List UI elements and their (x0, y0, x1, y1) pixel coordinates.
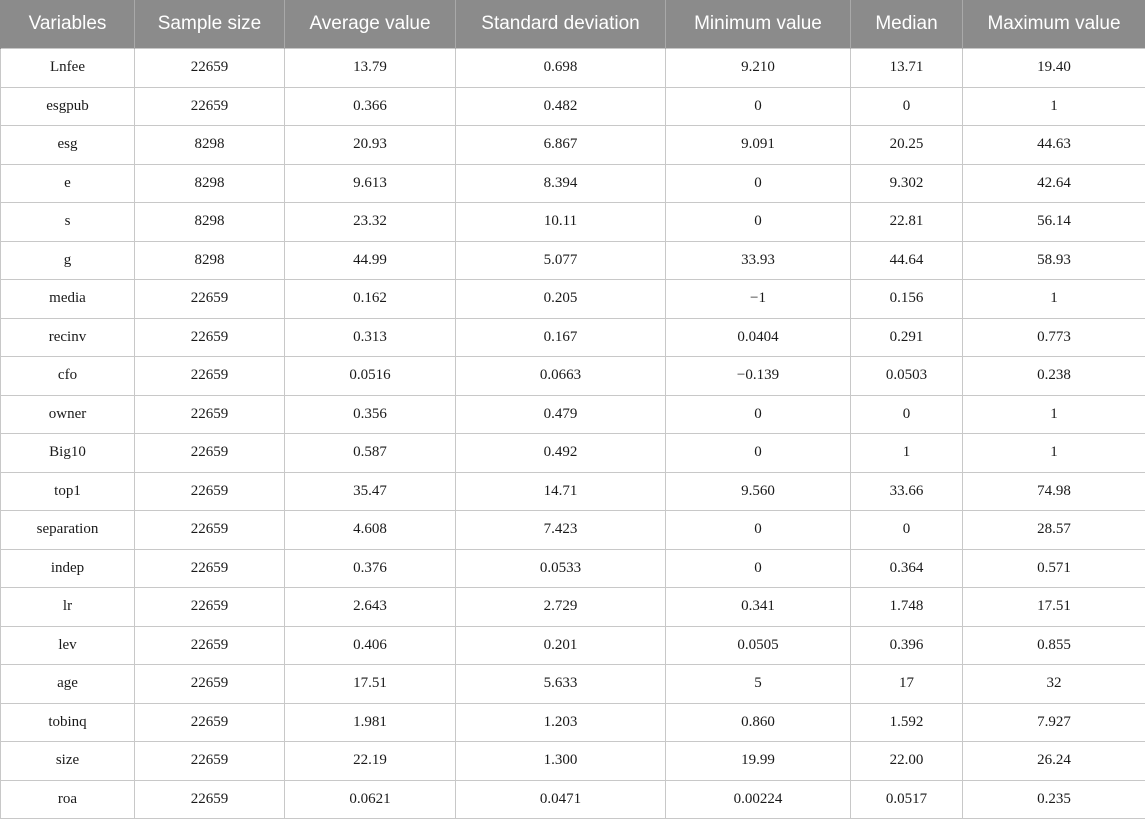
cell-maximum-value: 19.40 (963, 49, 1145, 88)
cell-maximum-value: 74.98 (963, 472, 1145, 511)
cell-maximum-value: 0.235 (963, 780, 1145, 819)
cell-average-value: 0.313 (285, 318, 456, 357)
cell-variable: recinv (1, 318, 135, 357)
cell-sample-size: 22659 (135, 511, 285, 550)
cell-standard-deviation: 0.482 (456, 87, 666, 126)
table-row (1, 357, 1145, 396)
cell-sample-size: 22659 (135, 742, 285, 781)
cell-standard-deviation: 5.077 (456, 241, 666, 280)
table-row (1, 549, 1145, 588)
cell-sample-size: 22659 (135, 280, 285, 319)
cell-median: 0 (851, 511, 963, 550)
cell-maximum-value: 0.855 (963, 626, 1145, 665)
cell-sample-size: 22659 (135, 357, 285, 396)
table-row (1, 241, 1145, 280)
cell-median: 9.302 (851, 164, 963, 203)
cell-standard-deviation: 1.300 (456, 742, 666, 781)
header-sample-size: Sample size (135, 0, 285, 49)
cell-minimum-value: −0.139 (666, 357, 851, 396)
cell-variable: g (1, 241, 135, 280)
cell-maximum-value: 28.57 (963, 511, 1145, 550)
cell-variable: esgpub (1, 87, 135, 126)
cell-median: 20.25 (851, 126, 963, 165)
table-row (1, 280, 1145, 319)
cell-sample-size: 22659 (135, 434, 285, 473)
cell-minimum-value: 9.091 (666, 126, 851, 165)
cell-variable: size (1, 742, 135, 781)
cell-maximum-value: 1 (963, 395, 1145, 434)
cell-sample-size: 22659 (135, 780, 285, 819)
cell-standard-deviation: 0.167 (456, 318, 666, 357)
header-median: Median (851, 0, 963, 49)
cell-maximum-value: 32 (963, 665, 1145, 704)
table-row (1, 511, 1145, 550)
table-row (1, 395, 1145, 434)
table-row (1, 742, 1145, 781)
cell-standard-deviation: 0.698 (456, 49, 666, 88)
cell-variable: age (1, 665, 135, 704)
cell-maximum-value: 26.24 (963, 742, 1145, 781)
cell-minimum-value: 0 (666, 511, 851, 550)
cell-median: 13.71 (851, 49, 963, 88)
cell-median: 44.64 (851, 241, 963, 280)
cell-average-value: 44.99 (285, 241, 456, 280)
cell-minimum-value: 0.00224 (666, 780, 851, 819)
cell-standard-deviation: 14.71 (456, 472, 666, 511)
table-row (1, 472, 1145, 511)
cell-standard-deviation: 0.0471 (456, 780, 666, 819)
cell-median: 0.0503 (851, 357, 963, 396)
cell-median: 0.0517 (851, 780, 963, 819)
cell-median: 0.291 (851, 318, 963, 357)
cell-average-value: 0.376 (285, 549, 456, 588)
cell-average-value: 20.93 (285, 126, 456, 165)
cell-sample-size: 8298 (135, 203, 285, 242)
table-row (1, 626, 1145, 665)
cell-average-value: 4.608 (285, 511, 456, 550)
table-header (1, 0, 1145, 49)
cell-variable: roa (1, 780, 135, 819)
cell-variable: s (1, 203, 135, 242)
cell-median: 1 (851, 434, 963, 473)
cell-average-value: 13.79 (285, 49, 456, 88)
cell-average-value: 0.0621 (285, 780, 456, 819)
table-row (1, 588, 1145, 627)
cell-median: 0.156 (851, 280, 963, 319)
cell-average-value: 0.0516 (285, 357, 456, 396)
cell-minimum-value: 0 (666, 434, 851, 473)
cell-average-value: 0.366 (285, 87, 456, 126)
cell-average-value: 23.32 (285, 203, 456, 242)
cell-sample-size: 22659 (135, 87, 285, 126)
cell-minimum-value: 0.0404 (666, 318, 851, 357)
cell-variable: lev (1, 626, 135, 665)
cell-sample-size: 22659 (135, 665, 285, 704)
cell-maximum-value: 1 (963, 280, 1145, 319)
cell-average-value: 0.162 (285, 280, 456, 319)
cell-maximum-value: 7.927 (963, 703, 1145, 742)
cell-maximum-value: 42.64 (963, 164, 1145, 203)
cell-average-value: 0.406 (285, 626, 456, 665)
cell-median: 17 (851, 665, 963, 704)
cell-variable: owner (1, 395, 135, 434)
table-row (1, 318, 1145, 357)
cell-standard-deviation: 0.0663 (456, 357, 666, 396)
cell-median: 0.396 (851, 626, 963, 665)
header-row (1, 0, 1145, 49)
cell-variable: e (1, 164, 135, 203)
cell-standard-deviation: 2.729 (456, 588, 666, 627)
cell-variable: Big10 (1, 434, 135, 473)
cell-variable: lr (1, 588, 135, 627)
cell-standard-deviation: 0.492 (456, 434, 666, 473)
cell-standard-deviation: 0.205 (456, 280, 666, 319)
cell-variable: top1 (1, 472, 135, 511)
cell-sample-size: 8298 (135, 164, 285, 203)
cell-average-value: 2.643 (285, 588, 456, 627)
cell-minimum-value: 0.341 (666, 588, 851, 627)
table-row (1, 703, 1145, 742)
cell-maximum-value: 0.571 (963, 549, 1145, 588)
cell-maximum-value: 44.63 (963, 126, 1145, 165)
cell-sample-size: 22659 (135, 472, 285, 511)
cell-variable: esg (1, 126, 135, 165)
cell-standard-deviation: 1.203 (456, 703, 666, 742)
cell-standard-deviation: 0.479 (456, 395, 666, 434)
header-variables: Variables (1, 0, 135, 49)
cell-standard-deviation: 6.867 (456, 126, 666, 165)
header-minimum-value: Minimum value (666, 0, 851, 49)
table-row (1, 434, 1145, 473)
cell-average-value: 0.356 (285, 395, 456, 434)
cell-sample-size: 22659 (135, 49, 285, 88)
cell-median: 1.592 (851, 703, 963, 742)
table-row (1, 203, 1145, 242)
cell-median: 0.364 (851, 549, 963, 588)
cell-average-value: 17.51 (285, 665, 456, 704)
cell-sample-size: 22659 (135, 549, 285, 588)
table-row (1, 87, 1145, 126)
cell-median: 33.66 (851, 472, 963, 511)
cell-standard-deviation: 0.0533 (456, 549, 666, 588)
cell-standard-deviation: 8.394 (456, 164, 666, 203)
cell-minimum-value: 0 (666, 395, 851, 434)
cell-minimum-value: 0.0505 (666, 626, 851, 665)
cell-sample-size: 22659 (135, 626, 285, 665)
cell-maximum-value: 1 (963, 87, 1145, 126)
cell-minimum-value: 9.210 (666, 49, 851, 88)
cell-minimum-value: −1 (666, 280, 851, 319)
cell-maximum-value: 56.14 (963, 203, 1145, 242)
cell-sample-size: 8298 (135, 126, 285, 165)
cell-variable: indep (1, 549, 135, 588)
cell-median: 0 (851, 87, 963, 126)
cell-sample-size: 22659 (135, 588, 285, 627)
cell-minimum-value: 0 (666, 203, 851, 242)
cell-variable: media (1, 280, 135, 319)
cell-standard-deviation: 0.201 (456, 626, 666, 665)
cell-maximum-value: 0.773 (963, 318, 1145, 357)
cell-sample-size: 8298 (135, 241, 285, 280)
table-row (1, 164, 1145, 203)
table-row (1, 126, 1145, 165)
cell-variable: cfo (1, 357, 135, 396)
cell-average-value: 9.613 (285, 164, 456, 203)
cell-maximum-value: 17.51 (963, 588, 1145, 627)
cell-minimum-value: 19.99 (666, 742, 851, 781)
cell-minimum-value: 0 (666, 164, 851, 203)
header-maximum-value: Maximum value (963, 0, 1145, 49)
cell-sample-size: 22659 (135, 703, 285, 742)
cell-minimum-value: 0 (666, 87, 851, 126)
cell-maximum-value: 0.238 (963, 357, 1145, 396)
cell-variable: tobinq (1, 703, 135, 742)
cell-minimum-value: 0 (666, 549, 851, 588)
header-average-value: Average value (285, 0, 456, 49)
cell-minimum-value: 9.560 (666, 472, 851, 511)
cell-median: 22.81 (851, 203, 963, 242)
table-row (1, 665, 1145, 704)
cell-standard-deviation: 5.633 (456, 665, 666, 704)
cell-minimum-value: 5 (666, 665, 851, 704)
cell-maximum-value: 1 (963, 434, 1145, 473)
cell-standard-deviation: 10.11 (456, 203, 666, 242)
cell-maximum-value: 58.93 (963, 241, 1145, 280)
cell-average-value: 1.981 (285, 703, 456, 742)
cell-minimum-value: 33.93 (666, 241, 851, 280)
cell-average-value: 0.587 (285, 434, 456, 473)
header-standard-deviation: Standard deviation (456, 0, 666, 49)
table-body (1, 49, 1145, 819)
cell-sample-size: 22659 (135, 318, 285, 357)
cell-average-value: 35.47 (285, 472, 456, 511)
cell-median: 22.00 (851, 742, 963, 781)
cell-sample-size: 22659 (135, 395, 285, 434)
cell-minimum-value: 0.860 (666, 703, 851, 742)
table-row (1, 49, 1145, 88)
cell-variable: Lnfee (1, 49, 135, 88)
cell-median: 1.748 (851, 588, 963, 627)
cell-average-value: 22.19 (285, 742, 456, 781)
cell-standard-deviation: 7.423 (456, 511, 666, 550)
table-row (1, 780, 1145, 819)
cell-median: 0 (851, 395, 963, 434)
cell-variable: separation (1, 511, 135, 550)
